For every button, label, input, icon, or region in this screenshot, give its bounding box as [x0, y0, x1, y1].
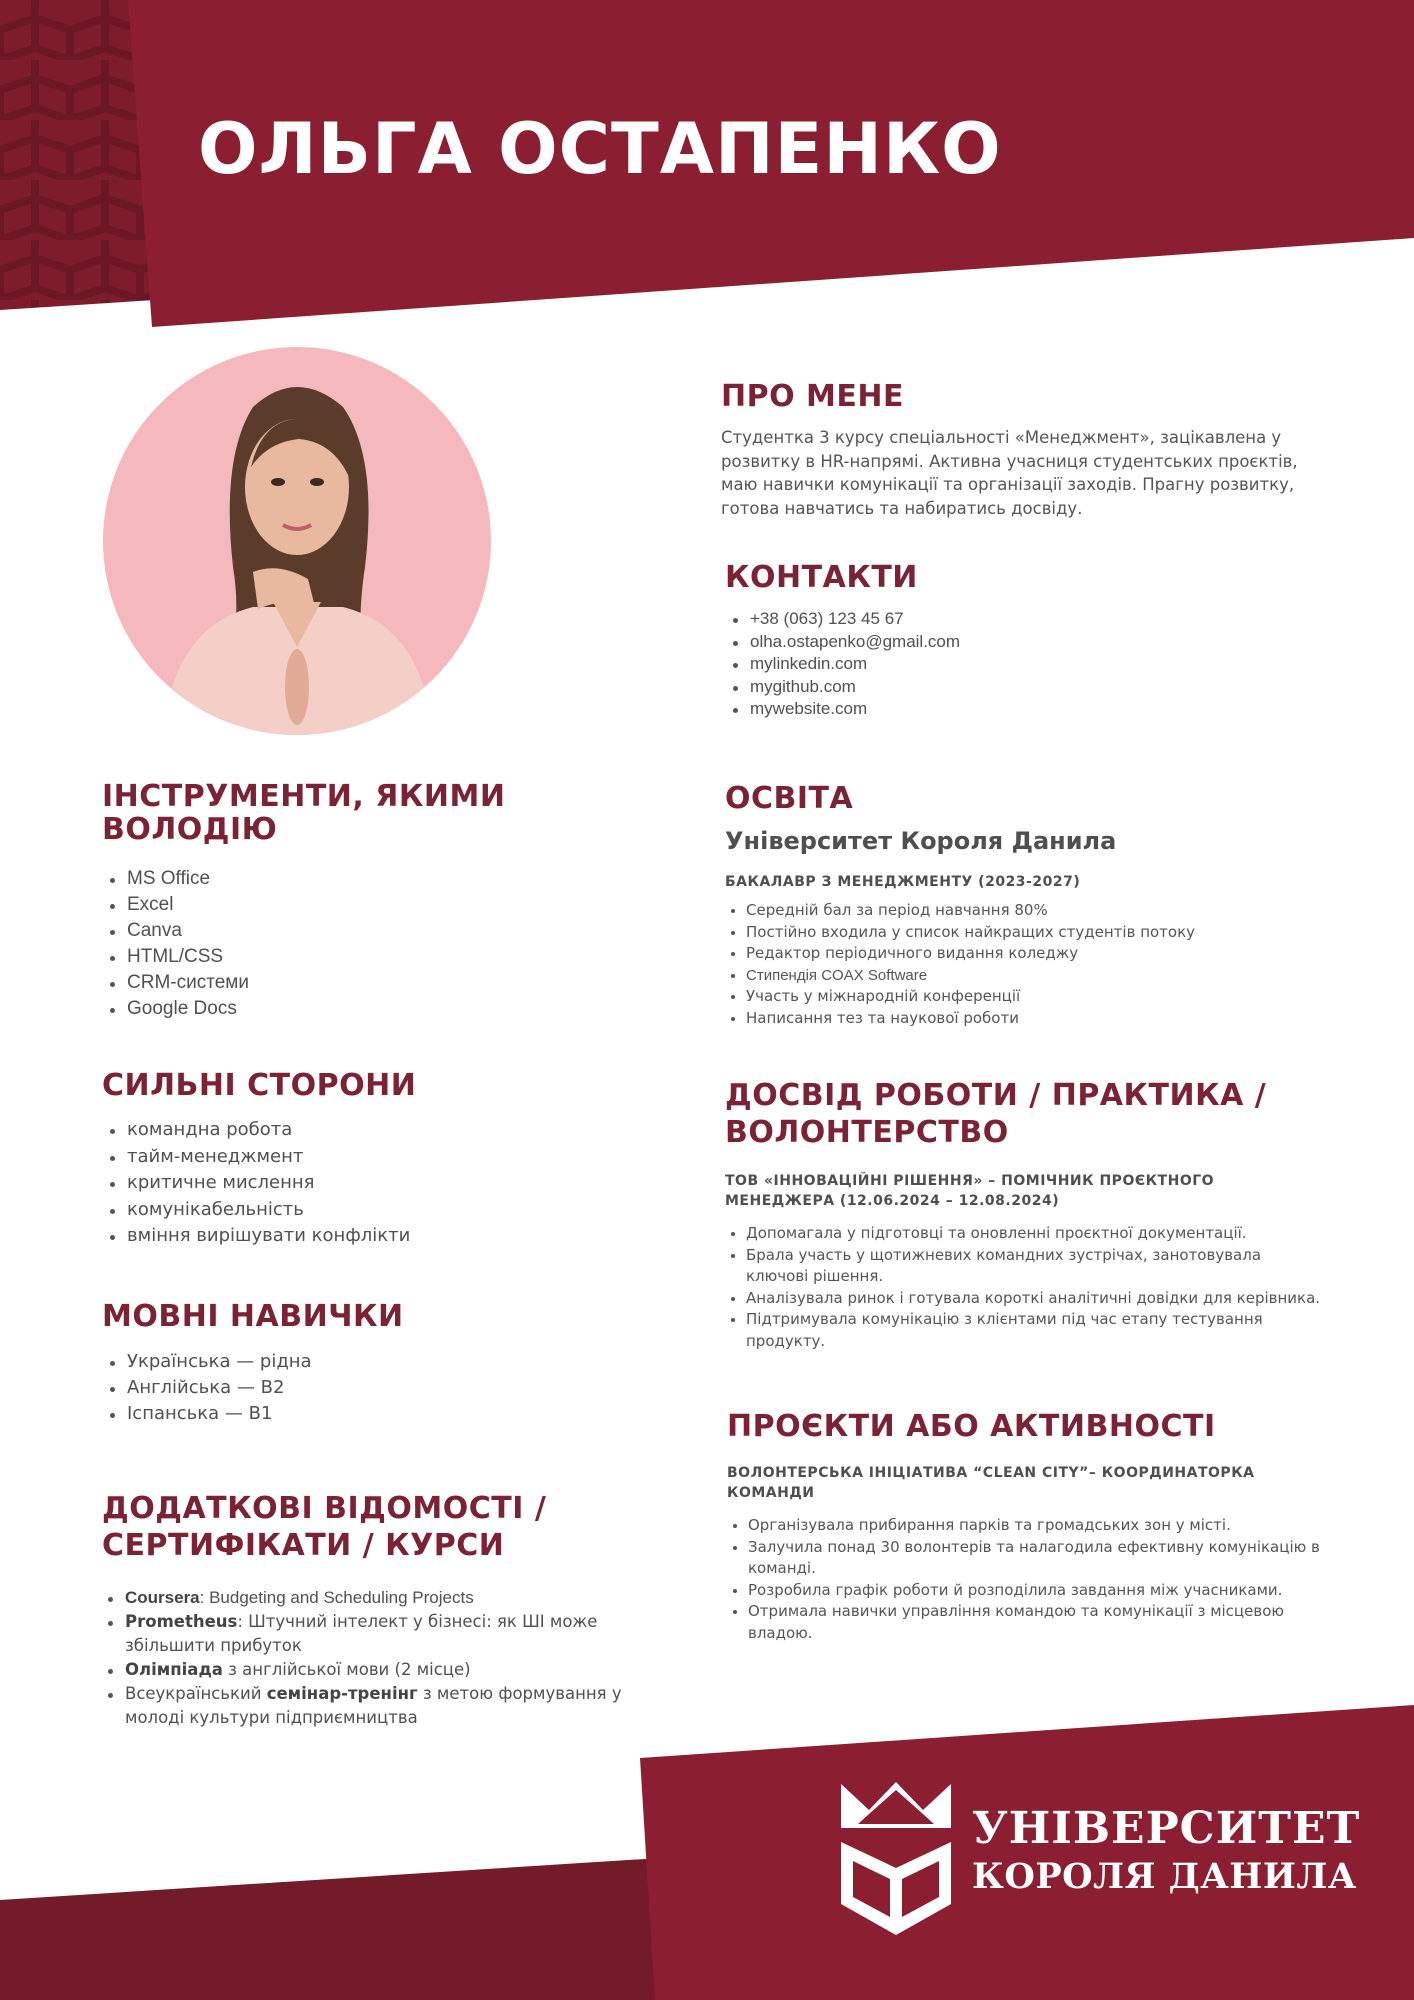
list-item: MS Office — [102, 866, 622, 892]
university-logo — [836, 1780, 1361, 1940]
profile-photo — [103, 347, 491, 735]
projects-list — [727, 1515, 1327, 1644]
languages-section — [102, 1300, 622, 1427]
course-prefix: Всеукраїнський — [125, 1684, 267, 1703]
course-text: : Budgeting and Scheduling Projects — [199, 1588, 474, 1607]
experience-role: ТОВ «ІННОВАЦІЙНІ РІШЕННЯ» – ПОМІЧНИК ПРОЄКТНОГО МЕНЕДЖЕРА (12.06.2024 – 12.08.2024) — [725, 1173, 1215, 1209]
education-title: ОСВІТА — [725, 781, 854, 816]
logo-line2: КОРОЛЯ ДАНИЛА — [972, 1856, 1357, 1897]
strengths-section — [102, 1069, 622, 1250]
list-item: HTML/CSS — [102, 944, 622, 970]
contact-github[interactable]: mygithub.com — [725, 676, 1225, 699]
experience-list — [725, 1223, 1325, 1352]
experience-section — [725, 1077, 1325, 1352]
list-item — [102, 1658, 622, 1682]
course-text: : Штучний інтелект у бізнесі: як ШІ може збільшити прибуток — [125, 1612, 598, 1655]
list-item: Середній бал за період навчання 80% — [725, 900, 1325, 922]
tools-list — [102, 866, 622, 1022]
list-item: Українська — рідна — [102, 1349, 622, 1375]
university-name: Університет Короля Данила — [725, 827, 1117, 855]
about-text: Студентка 3 курсу спеціальності «Менеджмент», зацікавлена у розвитку в HR-напрямі. Активна учасниця студентських проєктів, маю навички комунікації та організації заходів. Прагну розвитку, готова навчатись та набиратись досвіду. — [721, 428, 1298, 518]
education-section — [725, 782, 1325, 1029]
languages-list — [102, 1349, 622, 1427]
list-item: Постійно входила у список найкращих студентів потоку — [725, 922, 1325, 944]
list-item: Google Docs — [102, 996, 622, 1022]
list-item — [102, 1586, 622, 1610]
list-item: Отримала навички управління командою та комунікації з місцевою владою. — [727, 1601, 1327, 1644]
degree: БАКАЛАВР З МЕНЕДЖМЕНТУ (2023-2027) — [725, 874, 1081, 890]
course-provider: Prometheus — [125, 1612, 238, 1631]
list-item: Брала участь у щотижневих командних зустрічах, занотовувала ключові рішення. — [725, 1245, 1325, 1288]
extra-section — [102, 1490, 622, 1730]
education-list — [725, 900, 1325, 1029]
languages-title: МОВНІ НАВИЧКИ — [102, 1299, 404, 1334]
list-item: Стипендія COAX Software — [725, 965, 1325, 987]
strengths-list — [102, 1117, 622, 1250]
contacts-list — [725, 608, 1225, 721]
list-item: тайм-менеджмент — [102, 1144, 622, 1171]
list-item: комунікабельність — [102, 1197, 622, 1224]
course-provider: Олімпіада — [125, 1660, 223, 1679]
about-title: ПРО МЕНЕ — [721, 379, 904, 414]
contact-linkedin[interactable]: mylinkedin.com — [725, 653, 1225, 676]
list-item — [102, 1682, 622, 1730]
list-item: Excel — [102, 892, 622, 918]
candidate-name: ОЛЬГА ОСТАПЕНКО — [198, 108, 1002, 190]
projects-title: ПРОЄКТИ АБО АКТИВНОСТІ — [727, 1409, 1216, 1444]
list-item: Іспанська — B1 — [102, 1401, 622, 1427]
logo-text — [972, 1802, 1360, 1898]
projects-role: ВОЛОНТЕРСЬКА ІНІЦІАТИВА “CLEAN CITY”– КООРДИНАТОРКА КОМАНДИ — [727, 1465, 1255, 1501]
list-item: Допомагала у підготовці та оновленні проєктної документації. — [725, 1223, 1325, 1245]
list-item: Участь у міжнародній конференції — [725, 986, 1325, 1008]
contact-website[interactable]: mywebsite.com — [725, 698, 1225, 721]
course-provider: семінар-тренінг — [266, 1684, 418, 1703]
list-item: Англійська — B2 — [102, 1375, 622, 1401]
contact-phone[interactable]: +38 (063) 123 45 67 — [725, 608, 1225, 631]
list-item: Редактор періодичного видання коледжу — [725, 943, 1325, 965]
contact-email[interactable]: olha.ostapenko@gmail.com — [725, 631, 1225, 654]
projects-section — [727, 1410, 1327, 1644]
tools-title: ІНСТРУМЕНТИ, ЯКИМИ ВОЛОДІЮ — [102, 779, 506, 847]
course-text: з англійської мови (2 місце) — [222, 1660, 471, 1679]
contacts-section — [725, 561, 1225, 721]
list-item: критичне мислення — [102, 1170, 622, 1197]
list-item: Підтримувала комунікацію з клієнтами під час етапу тестування продукту. — [725, 1309, 1325, 1352]
course-provider: Coursera — [125, 1588, 200, 1607]
crown-book-icon — [836, 1780, 956, 1940]
tools-section — [102, 780, 622, 1022]
experience-title: ДОСВІД РОБОТИ / ПРАКТИКА / ВОЛОНТЕРСТВО — [725, 1078, 1267, 1150]
list-item: командна робота — [102, 1117, 622, 1144]
strengths-title: СИЛЬНІ СТОРОНИ — [102, 1068, 417, 1103]
about-section — [721, 380, 1321, 520]
list-item: CRM-системи — [102, 970, 622, 996]
list-item: Організувала прибирання парків та громадських зон у місті. — [727, 1515, 1327, 1537]
list-item: Розробила графік роботи й розподілила завдання між учасниками. — [727, 1580, 1327, 1602]
logo-line1: УНІВЕРСИТЕТ — [972, 1803, 1361, 1854]
list-item: Залучила понад 30 волонтерів та налагодила ефективну комунікацію в команді. — [727, 1537, 1327, 1580]
extra-title: ДОДАТКОВІ ВІДОМОСТІ / СЕРТИФІКАТИ / КУРСИ — [102, 1491, 547, 1563]
list-item: Написання тез та наукової роботи — [725, 1008, 1325, 1030]
list-item: Canva — [102, 918, 622, 944]
course-text: з метою формування у молоді культури підприємництва — [125, 1684, 622, 1727]
list-item — [102, 1610, 622, 1658]
list-item: Аналізувала ринок і готувала короткі аналітичні довідки для керівника. — [725, 1288, 1325, 1310]
list-item: вміння вирішувати конфлікти — [102, 1223, 622, 1250]
extra-list — [102, 1586, 622, 1730]
footer-dark-band — [0, 1858, 660, 2000]
contacts-title: КОНТАКТИ — [725, 560, 918, 595]
